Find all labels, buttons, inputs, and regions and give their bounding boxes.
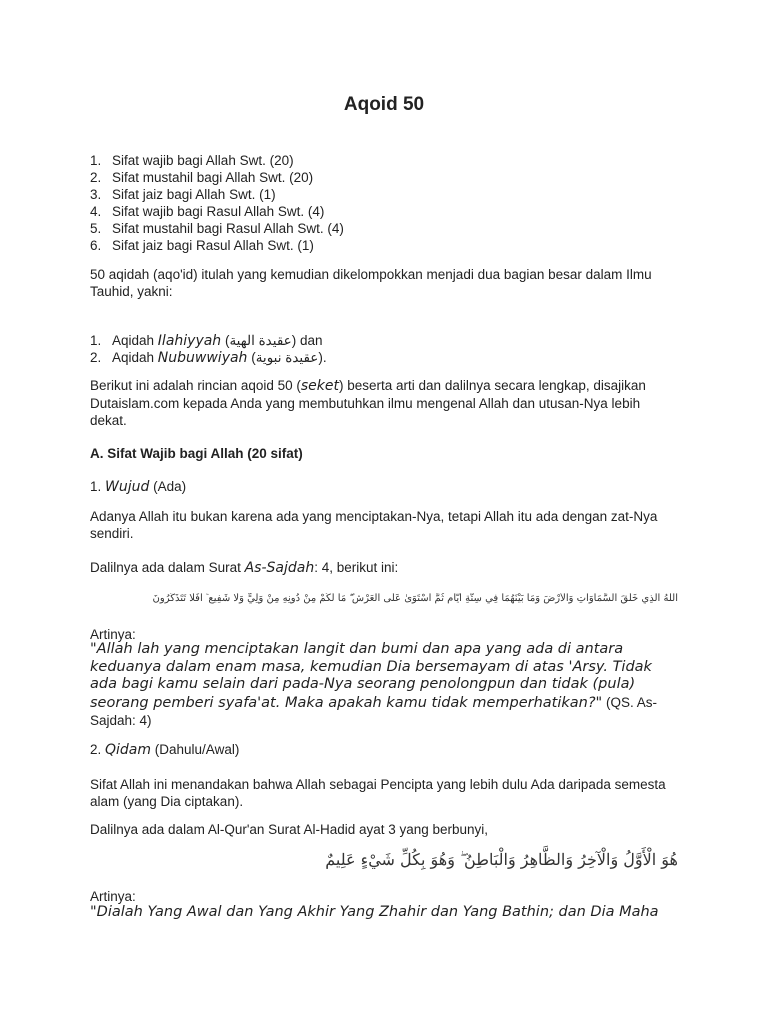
section-heading-a: A. Sifat Wajib bagi Allah (20 sifat) [90,446,303,461]
list-item: 3. Sifat jaiz bagi Allah Swt. (1) [90,187,276,202]
translation-quote: "Dialah Yang Awal dan Yang Akhir Yang Zhahir dan Yang Bathin; dan Dia Maha [90,904,659,920]
wujud-dalil: Dalilnya ada dalam Surat As-Sajdah: 4, berikut ini: [90,560,399,576]
list-item: 1. Sifat wajib bagi Allah Swt. (20) [90,153,294,168]
intro-paragraph: 50 aqidah (aqo'id) itulah yang kemudian dikelompokkan menjadi dua bagian besar dalam Ilmu Tauhid, yakni: [90,267,652,299]
translation-quote: "Allah lah yang menciptakan langit dan bumi dan apa yang ada di antara keduanya dalam enam masa, kemudian Dia bersemayam di atas 'Arsy. Tidak ada bagi kamu selain dari pada-Nya seorang penolongpun dan tidak (pula) seorang pemberi syafa'at. Maka apakah kamu tidak memperhatikan?" (QS. As-Sajdah: 4) [90,641,657,728]
page-title: Aqoid 50 [343,94,425,115]
arabic-term: (عقيدة نبوية) [251,350,323,365]
artinya-label: Artinya: [90,627,136,642]
qidam-description: Sifat Allah ini menandakan bahwa Allah sebagai Pencipta yang lebih dulu Ada daripada semesta alam (yang Dia ciptakan). [90,777,666,809]
arabic-verse-hadid: هُوَ الْأَوَّلُ وَالْآخِرُ وَالظَّاهِرُ وَالْبَاطِنُ ۖ وَهُوَ بِكُلِّ شَيْءٍ عَلِيمٌ [325,850,678,869]
list-item: 6. Sifat jaiz bagi Rasul Allah Swt. (1) [90,238,314,253]
arabic-term: (عقيدة الهية) [224,333,297,348]
item-heading-qidam: 2. Qidam (Dahulu/Awal) [90,742,240,758]
list-item: 4. Sifat wajib bagi Rasul Allah Swt. (4) [90,204,325,219]
artinya-label: Artinya: [90,889,136,904]
aqoid-summary-list [90,152,344,254]
description-paragraph: Berikut ini adalah rincian aqoid 50 (seket) beserta arti dan dalilnya secara lengkap, disajikan Dutaislam.com kepada Anda yang membutuhkan ilmu mengenal Allah dan utusan-Nya lebih dekat. [90,378,646,428]
list-item: 2. Sifat mustahil bagi Allah Swt. (20) [90,170,314,185]
wujud-description: Adanya Allah itu bukan karena ada yang menciptakan-Nya, tetapi Allah itu ada dengan zat-Nya sendiri. [90,509,658,541]
list-item: 1. Aqidah Ilahiyyah (عقيدة الهية) dan [90,333,323,349]
item-heading-wujud: 1. Wujud (Ada) [90,479,187,495]
aqidah-groups-list [90,332,327,366]
qidam-dalil: Dalilnya ada dalam Al-Qur'an Surat Al-Hadid ayat 3 yang berbunyi, [90,822,489,837]
list-item: 5. Sifat mustahil bagi Rasul Allah Swt. (4) [90,221,344,236]
list-item: 2. Aqidah Nubuwwiyah (عقيدة نبوية). [90,350,327,366]
arabic-verse-sajdah: اللَّهُ الَّذِي خَلَقَ السَّمَاوَاتِ وَالْأَرْضَ وَمَا بَيْنَهُمَا فِي سِتَّةِ أَيَّامٍ ثُمَّ اسْتَوَىٰ عَلَى الْعَرْشِ ۖ مَا لَكُمْ مِنْ دُونِهِ مِنْ وَلِيٍّ وَلَا شَفِيعٍ ۚ أَفَلَا تَتَذَكَّرُونَ [152,593,678,604]
